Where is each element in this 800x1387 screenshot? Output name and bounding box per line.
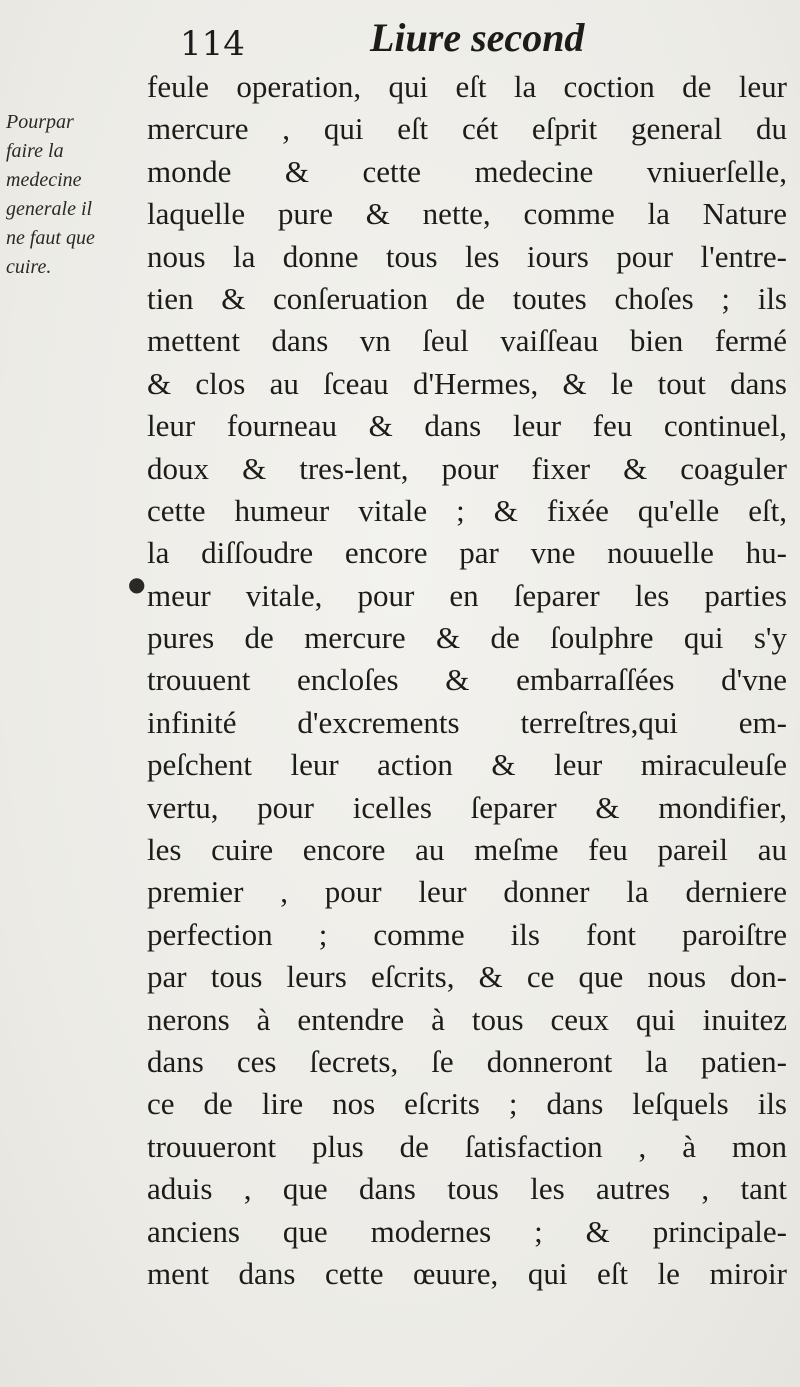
marginal-note-line: faire la [6,140,64,162]
text-line: trouuent encloſes & embarraſſées d'vne [147,662,787,698]
text-line: peſchent leur action & leur miraculeuſe [147,747,787,783]
text-line: mettent dans vn ſeul vaiſſeau bien fermé [147,323,787,359]
marginal-note-line: cuire. [6,256,52,278]
text-line: infinité d'excrements terreſtres,qui em- [147,704,787,740]
ink-blot-mark: ● [128,572,146,596]
text-line: les cuire encore au meſme feu pareil au [147,832,787,868]
text-line: nerons à entendre à tous ceux qui inuitez [147,1001,787,1037]
text-line: dans ces ſecrets, ſe donneront la patien- [147,1043,787,1079]
text-line: feule operation, qui eſt la coction de leur [147,69,787,104]
body-text [147,66,787,1295]
text-line: la diſſoudre encore par vne nouuelle hu- [147,535,787,571]
text-line: ce de lire nos eſcrits ; dans leſquels ils [147,1086,787,1122]
page-number: 114 [180,24,245,64]
text-line: pures de mercure & de ſoulphre qui s'y [147,620,787,656]
text-line: leur fourneau & dans leur feu continuel, [147,408,787,444]
text-line: tien & conſeruation de toutes choſes ; ils [147,280,787,316]
text-line: & clos au ſceau d'Hermes, & le tout dans [147,365,787,401]
text-line: doux & tres-lent, pour fixer & coaguler [147,450,787,486]
text-line: nous la donne tous les iours pour l'entre- [147,238,787,274]
text-line: premier , pour leur donner la derniere [147,874,787,910]
text-line: anciens que modernes ; & principale- [147,1213,787,1249]
marginal-note-line: ne faut que [6,227,95,249]
text-line: mercure , qui eſt cét eſprit general du [147,111,787,147]
text-line: meur vitale, pour en ſeparer les parties [147,577,787,613]
text-line: trouueront plus de ſatisfaction , à mon [147,1128,787,1164]
text-line: aduis , que dans tous les autres , tant [147,1171,787,1207]
marginal-note-line: medecine [6,169,82,191]
marginal-note-line: generale il [6,198,93,220]
text-line: monde & cette medecine vniuerſelle, [147,153,787,189]
text-line: cette humeur vitale ; & fixée qu'elle eſt, [147,492,787,528]
running-title: Liure second [370,15,585,60]
marginal-note [6,108,146,282]
page-header [180,14,740,64]
marginal-note-line: Pourpar [6,111,74,133]
text-line: par tous leurs eſcrits, & ce que nous don- [147,959,787,995]
text-line: perfection ; comme ils font paroiſtre [147,916,787,952]
text-line: ment dans cette œuure, qui eſt le miroir [147,1255,787,1291]
text-line: laquelle pure & nette, comme la Nature [147,196,787,232]
text-line: vertu, pour icelles ſeparer & mondifier, [147,789,787,825]
